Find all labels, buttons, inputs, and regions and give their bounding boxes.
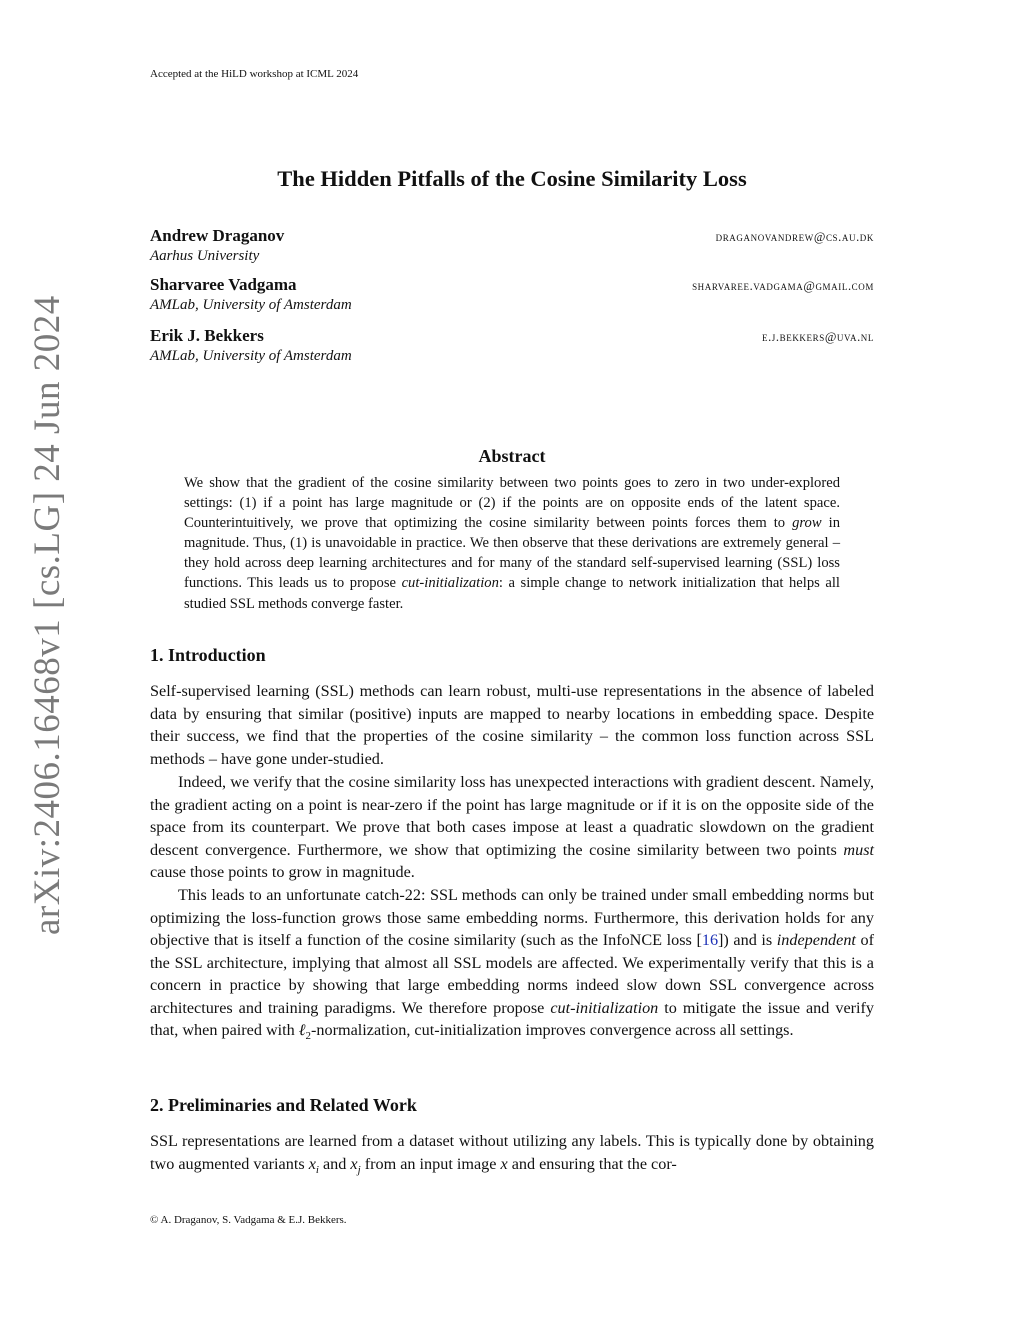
abstract-body: We show that the gradient of the cosine similarity between two points goes to zero in two under-explored settings: (1) if a point has large magnitude or (2) if the points are on opposite ends of the latent space. Counterintuitively, we prove that optimizing the cosine similarity between points forces them to grow in magnitude. Thus, (1) is unavoidable in practice. We then observe that these derivations are extremely general – they hold across deep learning architectures and for many of the standard self-supervised learning (SSL) loss functions. This leads us to propose cut-initialization: a simple change to network initialization that helps all studied SSL methods converge faster.: [184, 475, 840, 612]
paper-title: The Hidden Pitfalls of the Cosine Similarity Loss: [277, 166, 747, 191]
author-2: [150, 275, 874, 314]
section-heading-introduction: 1. Introduction: [150, 645, 266, 665]
author-name: Sharvaree Vadgama: [150, 275, 297, 294]
author-email: draganovandrew@cs.au.dk: [715, 230, 874, 244]
author-affiliation: AMLab, University of Amsterdam: [150, 297, 352, 313]
intro-paragraph-2: Indeed, we verify that the cosine similarity loss has unexpected interactions with gradient descent. Namely, the gradient acting on a point is near-zero if the point has large magnitude or if it is on the opposite side of the space from its counterpart. We prove that both cases impose at least a quadratic slowdown on the gradient descent convergence. Furthermore, we show that optimizing the cosine similarity between two points must cause those points to grow in magnitude.: [150, 773, 874, 881]
intro-paragraph-3: This leads to an unfortunate catch-22: SSL methods can only be trained under small embedding norms but optimizing the loss-function grows those same embedding norms. Furthermore, this derivation holds for any objective that is itself a function of the cosine similarity (such as the InfoNCE loss [16]) and is independent of the SSL architecture, implying that almost all SSL models are affected. We experimentally verify that this is a concern in practice by showing that large embedding norms indeed slow down SSL convergence across architectures and training paradigms. We therefore propose cut-initialization to mitigate the issue and verify that, when paired with ℓ$_2$-normalization, cut-initialization improves convergence across all settings.: [150, 886, 875, 1043]
section-heading-preliminaries: 2. Preliminaries and Related Work: [150, 1095, 417, 1115]
author-email: e.j.bekkers@uva.nl: [761, 330, 874, 344]
citation-link[interactable]: 16: [701, 931, 719, 949]
author-1: [150, 226, 874, 265]
author-3: [150, 326, 874, 365]
abstract-heading: Abstract: [478, 446, 546, 466]
author-affiliation: AMLab, University of Amsterdam: [150, 348, 352, 364]
header-note: Accepted at the HiLD workshop at ICML 2024: [150, 68, 359, 80]
preliminaries-paragraph-1: SSL representations are learned from a dataset without utilizing any labels. This is typically done by obtaining two augmented variants $x_i$ and $x_j$ from an input image x and ensuring that the cor-: [150, 1132, 874, 1176]
author-name: Andrew Draganov: [150, 226, 285, 245]
author-name: Erik J. Bekkers: [150, 326, 264, 345]
intro-paragraph-1: Self-supervised learning (SSL) methods can learn robust, multi-use representations in the absence of labeled data by ensuring that similar (positive) inputs are mapped to nearby locations in embedding space. Despite their success, we find that the properties of the cosine similarity – the common loss function across SSL methods – have gone under-studied.: [150, 682, 874, 768]
author-email: sharvaree.vadgama@gmail.com: [692, 279, 874, 293]
author-affiliation: Aarhus University: [150, 248, 260, 264]
arxiv-stamp: arXiv:2406.16468v1 [cs.LG] 24 Jun 2024: [27, 295, 68, 935]
copyright-footer: © A. Draganov, S. Vadgama & E.J. Bekkers.: [150, 1214, 347, 1226]
